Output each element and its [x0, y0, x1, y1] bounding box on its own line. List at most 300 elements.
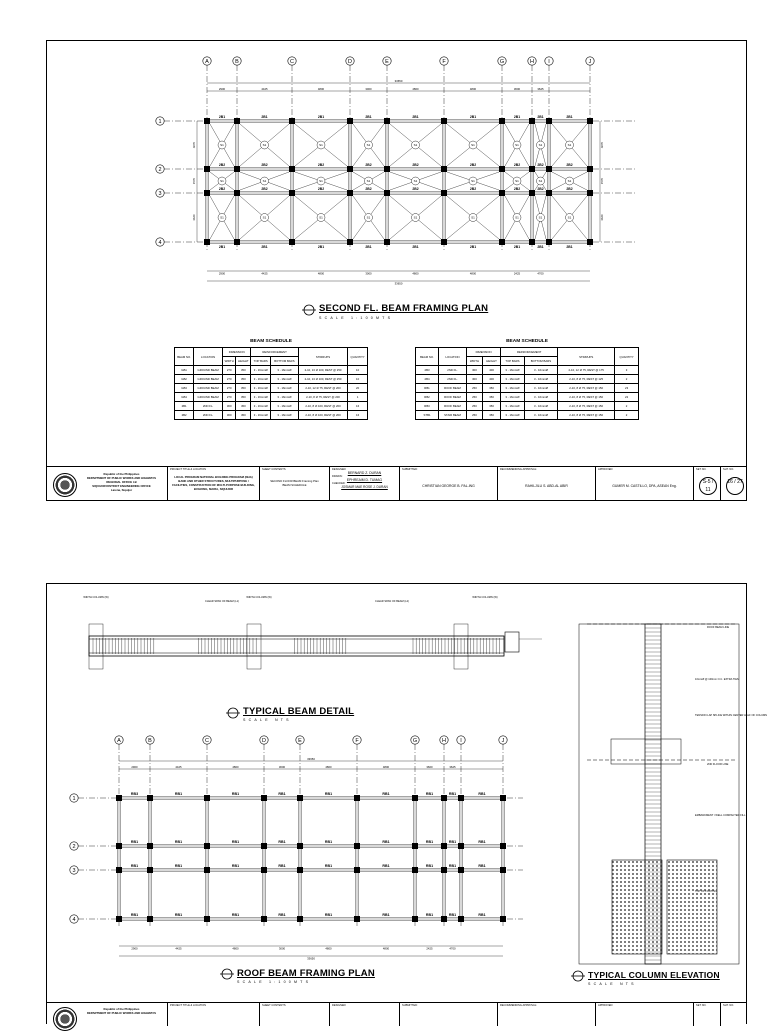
grid-letter-J: J: [501, 738, 505, 744]
table-cell: 23: [615, 384, 639, 393]
submitted-cell-2: [399, 1003, 497, 1026]
schedule-subheader: HEIGHT: [236, 357, 251, 366]
beam-label: RB1: [382, 864, 390, 868]
beam-label: RB1: [425, 864, 434, 868]
table-cell: 16: [348, 411, 368, 420]
schedule-header: QUANTITY: [615, 348, 639, 366]
table-cell: 270: [223, 393, 236, 402]
column-3-3: [261, 916, 267, 922]
slab-tag-text: S1: [471, 143, 475, 148]
dim-top-5: 4800: [382, 764, 390, 769]
beam-col-0: [206, 121, 208, 242]
beam-label-bottom: RB1: [425, 913, 434, 917]
table-cell: ROOF BEAM: [439, 393, 467, 402]
column-8-0: [458, 795, 464, 801]
dim-top-7: 3625: [537, 86, 544, 91]
dim-top-1: 4425: [261, 86, 268, 91]
table-cell: 350: [236, 375, 251, 384]
beam-col-4: [386, 121, 388, 242]
column-0-1: [116, 843, 122, 849]
column-8-3: [546, 239, 552, 245]
table-cell: 3 - 16mmØ: [251, 411, 271, 420]
dim-bottom-0: 2900: [218, 271, 226, 276]
roof-plan-scale: SCALE 1:100MTS: [237, 980, 312, 984]
beam-detail-scale: SCALE NTS: [243, 718, 292, 722]
slab-tag-text: S1: [220, 143, 224, 148]
approved-cell: [595, 467, 693, 501]
grid-number-1: 1: [158, 119, 162, 125]
beam-detail-label-4: WIDTH COLUMN (W): [472, 596, 498, 599]
table-row: [175, 384, 368, 393]
drawing-sheet-roof-beam: [46, 583, 768, 1024]
designed-name: BERNARD Z. DURAN: [347, 471, 382, 475]
dim-top-0: 2900: [218, 86, 226, 91]
beam-label: 2B2: [317, 187, 325, 191]
slab-tag-text: S1: [262, 179, 267, 184]
table-cell: GROUND BEAM: [194, 366, 223, 375]
set-no-label: SET NO.: [696, 468, 707, 471]
beam-label-bottom: RB1: [478, 913, 486, 917]
beam-detail-label-2: WIDTH COLUMN (W): [246, 596, 272, 599]
column-8-0: [546, 118, 552, 124]
table-cell: 3 - 16mmØ: [501, 366, 525, 375]
table-row: [175, 375, 368, 384]
dim-bottom-5: 4800: [469, 271, 477, 276]
column-1-3: [147, 916, 153, 922]
beam-label: RB1: [448, 792, 457, 796]
slab-tag-text: S1: [538, 179, 543, 184]
floor-beam: [611, 739, 681, 764]
beam-label: 2B1: [469, 115, 477, 119]
column-2-0: [204, 795, 210, 801]
beam-label: RB1: [278, 840, 286, 844]
slab-tag-text: S1: [567, 179, 572, 184]
column-0-2: [204, 190, 210, 196]
beam-schedule-left-table: [174, 347, 368, 420]
table-cell: 2ND FL.: [194, 411, 223, 420]
table-cell: 250: [466, 402, 482, 411]
approved-cell-2: [595, 1003, 693, 1026]
grid-letter-A: A: [205, 59, 209, 65]
table-cell: 3 - 16mmØ: [251, 402, 271, 411]
column-label-4: EMBANKMENT / WELL COMPACTED FILL: [695, 814, 746, 817]
table-row: [416, 411, 639, 420]
beam-label: RB3: [130, 792, 139, 796]
column-1-0: [234, 118, 240, 124]
designed-label: DESIGNED:: [332, 468, 347, 471]
beam-label: 2B1: [365, 115, 372, 119]
table-cell: 400: [482, 375, 500, 384]
grid-number-3: 3: [158, 191, 162, 197]
grid-letter-G: G: [499, 59, 505, 65]
contents-cell-2: [259, 1003, 329, 1026]
second-floor-plan-title: SECOND FL. BEAM FRAMING PLAN: [319, 303, 489, 314]
grid-letter-H: H: [442, 738, 446, 744]
slab-tag-text: S1: [413, 179, 418, 184]
beam-label: 2B2: [412, 163, 419, 167]
designers-cell: [329, 467, 399, 501]
recommending-label-2: RECOMMENDING APPROVAL:: [500, 1004, 537, 1007]
column-1-3: [234, 239, 240, 245]
column-2-2: [204, 867, 210, 873]
beam-label: 2B2: [513, 163, 521, 167]
beam-label: 2B2: [566, 163, 573, 167]
dim-total-bottom: 33650: [394, 281, 403, 286]
grid-number-4: 4: [72, 917, 76, 923]
column-5-3: [441, 239, 447, 245]
dim-bottom-1: 4425: [175, 946, 182, 951]
column-8-2: [546, 190, 552, 196]
roof-beam-framing-plan-drawing: [47, 584, 768, 1025]
schedule-header: DIMENSION: [223, 348, 251, 357]
designers-cell-2: [329, 1003, 399, 1026]
table-cell: 2: [615, 402, 639, 411]
submitted-cell: [399, 467, 497, 501]
table-cell: 3 - 16mmØ: [501, 384, 525, 393]
dim-bottom-2: 4800: [317, 271, 325, 276]
column-3-2: [347, 190, 353, 196]
column-0-0: [116, 795, 122, 801]
column-0-3: [116, 916, 122, 922]
dim-right-2: 3620: [600, 214, 604, 221]
schedule-header: REINFORCEMENT: [251, 348, 298, 357]
column-9-3: [500, 916, 506, 922]
column-9-1: [587, 166, 593, 172]
dim-bottom-7: 4700: [537, 271, 544, 276]
table-cell: GROUND BEAM: [194, 393, 223, 402]
table-cell: 300: [223, 411, 236, 420]
table-cell: 350: [236, 384, 251, 393]
beam-label: 2B2: [537, 163, 544, 167]
table-cell: 270: [223, 366, 236, 375]
table-cell: 3 - 16mmØ: [524, 411, 557, 420]
table-cell: 400: [482, 366, 500, 375]
project-cell: [167, 467, 259, 501]
slab-tag-text: S1: [220, 179, 224, 184]
column-6-1: [499, 166, 505, 172]
beam-label: 2B2: [218, 187, 226, 191]
project-label-2: PROJECT TITLE & LOCATION: [170, 1004, 207, 1007]
beam-detail-label-0: WIDTH COLUMN (W): [83, 596, 109, 599]
grid-number-4: 4: [158, 240, 162, 246]
dim-total-top: 33650: [394, 79, 403, 83]
grid-letter-D: D: [262, 738, 266, 744]
table-cell: 2-10, 8 ⊘ 100, REST @ 200: [298, 411, 347, 420]
contents-label: SHEET CONTENTS: [262, 468, 286, 471]
column-4-3: [297, 916, 303, 922]
grid-letter-E: E: [385, 59, 389, 65]
roof-plan-title: ROOF BEAM FRAMING PLAN: [237, 968, 375, 979]
grid-letter-F: F: [355, 738, 359, 744]
schedule-header: BEAM NO.: [416, 348, 439, 366]
contents-label-2: SHEET CONTENTS: [262, 1004, 286, 1007]
table-cell: GB1: [175, 366, 194, 375]
table-cell: 3 - 16mmØ: [501, 375, 525, 384]
approved-label: APPROVED:: [598, 468, 614, 471]
column-2-3: [204, 916, 210, 922]
schedule-header: QUANTITY: [348, 348, 368, 366]
table-cell: 3 - 16mmØ: [251, 384, 271, 393]
schedule-subheader: WIDTH: [223, 357, 236, 366]
beam-label-bottom: RB1: [174, 913, 183, 917]
table-row: [416, 375, 639, 384]
table-cell: 2-10, 12 ⊘ 75, REST @ 200: [298, 384, 347, 393]
table-cell: 2-10, 13 ⊘ 100, REST @ 250: [298, 375, 347, 384]
slab-tag-text: S1: [515, 179, 519, 184]
table-cell: 350: [482, 384, 500, 393]
table-cell: 2-10, 8 ⊘ 75, REST @ 125: [558, 375, 615, 384]
beam-label: 2B2: [469, 187, 477, 191]
table-cell: ROOF BEAM: [439, 384, 467, 393]
table-cell: 1: [348, 393, 368, 402]
dim-bottom-6: 2425: [513, 271, 521, 276]
column-1-0: [147, 795, 153, 801]
beam-col-8: [548, 121, 550, 242]
column-2-1: [204, 843, 210, 849]
schedule-subheader: BOTTOM BARS: [271, 357, 299, 366]
table-cell: 3 - 16mmØ: [271, 375, 299, 384]
column-0-3: [204, 239, 210, 245]
slab-tag-text: S1: [413, 215, 418, 220]
slab-tag-text: S1: [567, 143, 572, 148]
table-cell: 2B3: [416, 366, 439, 375]
beam-col-5: [356, 798, 358, 919]
dim-top-6: 3600: [513, 86, 521, 91]
beam-label: 2B2: [365, 187, 372, 191]
title-block-2: [47, 1002, 746, 1026]
column-6-0: [499, 118, 505, 124]
table-cell: 2-10, 8 ⊘ 75, REST @ 150: [558, 384, 615, 393]
column-7-3: [529, 239, 535, 245]
drawn-name: EPHREAIM D. TUMAG: [346, 478, 383, 482]
table-cell: 3: [615, 366, 639, 375]
dim-right-1: 1570: [600, 177, 604, 185]
dim-right-0: 4670: [600, 141, 604, 149]
table-cell: 350: [482, 402, 500, 411]
table-cell: 3 - 16mmØ: [271, 393, 299, 402]
table-cell: 450: [236, 402, 251, 411]
table-cell: STAIR BEAM: [439, 411, 467, 420]
column-4-0: [297, 795, 303, 801]
set-no-cell-2: [693, 1003, 720, 1026]
dim-bottom-3: 3000: [278, 946, 286, 951]
table-cell: 2-10, 12 ⊘ 75, REST @ 175: [558, 366, 615, 375]
table-cell: 350: [236, 366, 251, 375]
beam-label-bottom: 2B1: [513, 245, 521, 249]
beam-label: 2B2: [566, 187, 573, 191]
table-cell: 3 - 16mmØ: [524, 366, 557, 375]
grid-letter-J: J: [588, 59, 592, 65]
column-1-1: [234, 166, 240, 172]
beam-col-8: [460, 798, 462, 919]
table-cell: GB2: [175, 375, 194, 384]
project-cell-2: [167, 1003, 259, 1026]
column-3-1: [261, 843, 267, 849]
column-2-1: [289, 166, 295, 172]
recommending-label: RECOMMENDING APPROVAL:: [500, 468, 537, 471]
dim-left-1: 1570: [192, 177, 196, 185]
table-cell: 2ND FL.: [439, 375, 467, 384]
beam-label: RB1: [425, 792, 434, 796]
table-cell: 2ND FL.: [194, 402, 223, 411]
beam-label: RB1: [231, 840, 240, 844]
column-7-2: [441, 867, 447, 873]
agency-name: Republic of the Philippines DEPARTMENT OF PUBLIC WORKS AND HIGHWAYS REGIONAL OFFICE I-B SIQUIJOR DISTRICT ENGINEERING OFFICE Larena, Siquijor: [86, 472, 157, 492]
beam-col-7: [443, 798, 445, 919]
beam-col-9: [589, 121, 591, 242]
beam-schedule-right-table: [415, 347, 639, 420]
beam-label: RB1: [448, 840, 457, 844]
table-row: [416, 366, 639, 375]
beam-label: RB1: [130, 840, 139, 844]
checked-label: CHECKED:: [332, 482, 346, 485]
column-9-0: [587, 118, 593, 124]
slab-tag-text: S1: [319, 179, 323, 184]
schedule-subheader: BOTTOM BARS: [524, 357, 557, 366]
slab-tag-text: S1: [515, 143, 519, 148]
grid-letter-C: C: [290, 59, 294, 65]
column-6-3: [499, 239, 505, 245]
table-cell: 3 - 16mmØ: [501, 411, 525, 420]
approved-label-2: APPROVED:: [598, 1004, 614, 1007]
beam-label: RB1: [324, 864, 333, 868]
beam-label-bottom: 2B1: [365, 245, 372, 249]
slab-tag-text: S1: [471, 179, 475, 184]
beam-label: RB1: [478, 792, 486, 796]
table-cell: 2B1: [175, 402, 194, 411]
beam-label-bottom: RB1: [278, 913, 286, 917]
column-6-3: [412, 916, 418, 922]
sheet-no-label: SHT. NO.: [723, 468, 734, 471]
dim-left-2: 3620: [192, 214, 196, 221]
drawn-label: DRAWN:: [332, 475, 343, 478]
column-0-2: [116, 867, 122, 873]
beam-col-3: [263, 798, 265, 919]
recommending-cell-2: [497, 1003, 595, 1026]
beam-label: 2B2: [317, 163, 325, 167]
beam-label: 2B2: [218, 163, 226, 167]
dim-total-bottom: 33650: [307, 956, 315, 961]
column-1-1: [147, 843, 153, 849]
beam-col-6: [414, 798, 416, 919]
column-elevation-scale: SCALE NTS: [588, 982, 637, 986]
sheet-no-cell-2: [720, 1003, 747, 1026]
column-8-1: [546, 166, 552, 172]
slab-tag-text: S1: [515, 215, 519, 220]
beam-label: RB1: [231, 864, 240, 868]
contents-text: SECOND FLOOR BEAM Framing Plan BEAM SCHEDULE: [270, 479, 319, 487]
table-cell: 2-10, 8 ⊘ 75, REST @ 200: [298, 393, 347, 402]
table-cell: GB4: [175, 393, 194, 402]
table-cell: 2B4: [416, 375, 439, 384]
beam-label: RB1: [231, 792, 240, 796]
footing-fill-2: [667, 860, 717, 954]
beam-section: [505, 632, 519, 652]
grid-letter-B: B: [235, 59, 239, 65]
schedule-header: STIRRUPS: [298, 348, 347, 366]
slab-tag-text: S1: [366, 143, 371, 148]
beam-col-2: [291, 121, 293, 242]
column-6-2: [499, 190, 505, 196]
beam-label-bottom: 2B1: [469, 245, 477, 249]
sheet-no-cell: [720, 467, 747, 501]
column-5-1: [354, 843, 360, 849]
column-5-1: [441, 166, 447, 172]
table-row: [175, 402, 368, 411]
table-cell: ROOF BEAM: [439, 402, 467, 411]
beam-label: 2B2: [365, 163, 372, 167]
beam-label: RB1: [324, 792, 333, 796]
slab-tag-text: S1: [262, 143, 267, 148]
beam-col-4: [299, 798, 301, 919]
dim-top-6: 3600: [426, 764, 433, 769]
project-label: PROJECT TITLE & LOCATION: [170, 468, 207, 471]
beam-col-0: [118, 798, 120, 919]
slab-tag-text: S1: [567, 215, 572, 220]
beam-label: 2B1: [317, 115, 325, 119]
table-row: [416, 402, 639, 411]
beam-label: RB1: [174, 864, 183, 868]
schedule-subheader: TOP BARS: [501, 357, 525, 366]
column-8-1: [458, 843, 464, 849]
beam-label: 2B2: [469, 163, 477, 167]
table-cell: RB2: [416, 393, 439, 402]
table-cell: 2ND FL.: [439, 366, 467, 375]
grid-number-2: 2: [72, 844, 76, 850]
table-cell: GROUND BEAM: [194, 384, 223, 393]
schedule-header: DIMENSION: [466, 348, 500, 357]
second-floor-plan-scale: SCALE 1:100MTS: [319, 316, 394, 320]
table-cell: 300: [466, 366, 482, 375]
beam-label: 2B2: [513, 187, 521, 191]
grid-letter-I: I: [460, 738, 462, 744]
table-cell: GROUND BEAM: [194, 375, 223, 384]
table-cell: 250: [466, 393, 482, 402]
beam-label: RB1: [425, 840, 434, 844]
beam-label: RB1: [174, 840, 183, 844]
table-cell: 2-10, 8 ⊘ 75, REST @ 150: [558, 393, 615, 402]
slab-tag-text: S1: [538, 215, 543, 220]
column-7-0: [529, 118, 535, 124]
beam-label-bottom: 2B1: [412, 245, 419, 249]
beam-label-bottom: RB1: [448, 913, 457, 917]
table-cell: 250: [466, 411, 482, 420]
column-7-0: [441, 795, 447, 801]
checked-name: JOSMAR MAE ROSE J. DURAN: [341, 485, 388, 489]
beam-label: RB1: [278, 792, 286, 796]
table-row: [175, 411, 368, 420]
column-9-2: [500, 867, 506, 873]
beam-col-1: [236, 121, 238, 242]
detail-column-1: [247, 624, 261, 669]
dim-total-top: 33650: [307, 757, 315, 761]
column-3-2: [261, 867, 267, 873]
column-5-2: [354, 867, 360, 873]
column-7-2: [529, 190, 535, 196]
table-cell: 300: [466, 375, 482, 384]
table-cell: 2-10, 8 ⊘ 75, REST @ 150: [558, 402, 615, 411]
beam-label: RB1: [382, 792, 390, 796]
table-cell: 3 - 16mmØ: [524, 384, 557, 393]
recommending-cell: [497, 467, 595, 501]
title-block: [47, 466, 746, 501]
column-7-3: [441, 916, 447, 922]
set-no-circle: S-5 / 11: [699, 477, 717, 495]
grid-number-2: 2: [158, 167, 162, 173]
schedule-header: LOCATION: [194, 348, 223, 366]
table-cell: 270: [223, 375, 236, 384]
table-cell: 3 - 16mmØ: [524, 393, 557, 402]
